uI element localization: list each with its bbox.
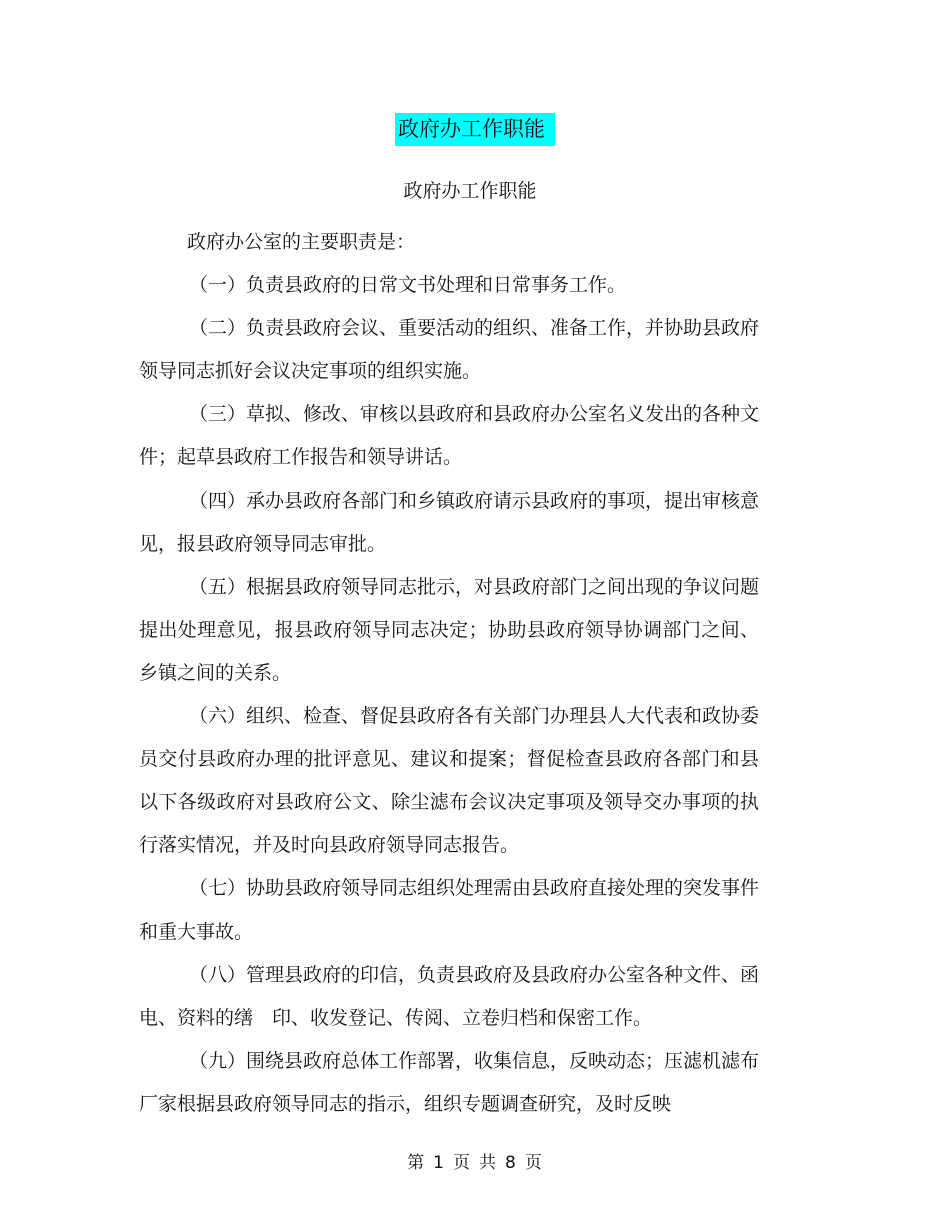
duty-paragraph-2: （二）负责县政府会议、重要活动的组织、准备工作，并协助县政府领导同志抓好会议决定事项的组织实施。: [139, 317, 760, 383]
footer-total-pages: 8: [505, 1153, 517, 1173]
footer-page-word-end: 页: [524, 1153, 543, 1173]
duty-paragraph-7: （七）协助县政府领导同志组织处理需由县政府直接处理的突发事件和重大事故。: [139, 877, 760, 943]
document-subtitle: 政府办工作职能: [403, 180, 537, 202]
duty-paragraph-5: （五）根据县政府领导同志批示，对县政府部门之间出现的争议问题提出处理意见，报县政府领导同志决定；协助县政府领导协调部门之间、乡镇之间的关系。: [139, 575, 760, 684]
duty-paragraph-8: （八）管理县政府的印信，负责县政府及县政府办公室各种文件、函电、资料的缮 印、收发登记、传阅、立卷归档和保密工作。: [139, 963, 760, 1029]
footer-current-page: 1: [433, 1153, 445, 1173]
page-footer: [0, 1150, 950, 1176]
duty-paragraph-9: （九）围绕县政府总体工作部署，收集信息，反映动态；压滤机滤布厂家根据县政府领导同志的指示，组织专题调查研究，及时反映: [139, 1049, 760, 1115]
duty-paragraph-3: （三）草拟、修改、审核以县政府和县政府办公室名义发出的各种文件；起草县政府工作报告和领导讲话。: [139, 403, 760, 469]
footer-total-prefix: 共: [479, 1153, 497, 1173]
footer-page-word: 页: [453, 1153, 471, 1173]
title-container: [0, 113, 950, 146]
footer-prefix: 第: [407, 1153, 426, 1173]
duty-paragraph-6: （六）组织、检查、督促县政府各有关部门办理县人大代表和政协委员交付县政府办理的批评意见、建议和提案；督促检查县政府各部门和县以下各级政府对县政府公文、除尘滤布会议决定事项及领导交办事项的执行落实情况，并及时向县政府领导同志报告。: [139, 705, 760, 857]
duty-paragraph-4: （四）承办县政府各部门和乡镇政府请示县政府的事项，提出审核意见，报县政府领导同志审批。: [139, 489, 760, 555]
intro-paragraph: 政府办公室的主要职责是：: [187, 231, 416, 253]
document-title-highlighted: 政府办工作职能: [395, 113, 555, 146]
document-body: [139, 221, 759, 1126]
duty-paragraph-1: （一）负责县政府的日常文书处理和日常事务工作。: [189, 274, 627, 297]
